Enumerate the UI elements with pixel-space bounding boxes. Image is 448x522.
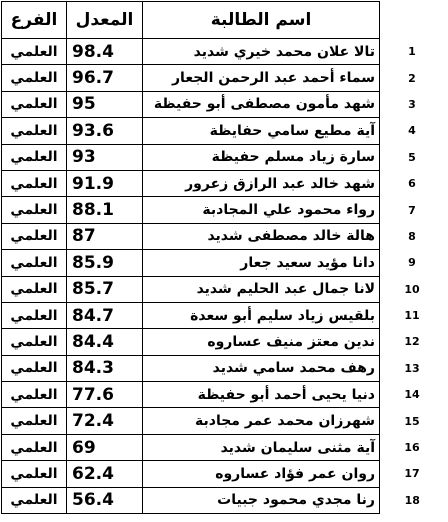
student-name-cell: شهد خالد عبد الرازق زعرور	[143, 170, 380, 196]
row-number-cell: 8	[408, 229, 416, 243]
average-cell: 96.7	[67, 65, 143, 91]
table-row	[2, 355, 445, 381]
row-number-cell: 1	[408, 45, 416, 59]
table-row	[2, 223, 445, 249]
header-branch: الفرع	[2, 2, 67, 39]
row-number-cell: 5	[408, 150, 416, 164]
table-row	[2, 197, 445, 223]
student-name-cell: لانا جمال عبد الحليم شديد	[143, 276, 380, 302]
row-number-cell: 2	[408, 71, 416, 85]
student-name-cell: شهد مأمون مصطفى أبو حفيظة	[143, 91, 380, 117]
table-row	[2, 250, 445, 276]
table-row	[2, 329, 445, 355]
average-cell: 85.7	[67, 276, 143, 302]
header-number	[380, 2, 445, 39]
average-cell: 87	[67, 223, 143, 249]
table-row	[2, 302, 445, 328]
row-number-cell: 11	[404, 309, 420, 323]
student-name-cell: آية مثنى سليمان شديد	[143, 434, 380, 460]
table-row	[2, 118, 445, 144]
student-name-cell: رنا مجدي محمود جبيات	[143, 487, 380, 513]
student-name-cell: دنيا يحيى أحمد أبو حفيظة	[143, 382, 380, 408]
student-name-cell: ندين معتز منيف عساروه	[143, 329, 380, 355]
branch-cell: العلمي	[2, 434, 67, 460]
table-row	[2, 434, 445, 460]
branch-cell: العلمي	[2, 461, 67, 487]
row-number-cell: 7	[408, 203, 416, 217]
student-name-cell: بلقيس زياد سليم أبو سعدة	[143, 302, 380, 328]
average-cell: 84.7	[67, 302, 143, 328]
branch-cell: العلمي	[2, 276, 67, 302]
table-row	[2, 487, 445, 513]
average-cell: 88.1	[67, 197, 143, 223]
row-number-cell: 4	[408, 124, 416, 138]
branch-cell: العلمي	[2, 302, 67, 328]
branch-cell: العلمي	[2, 329, 67, 355]
branch-cell: العلمي	[2, 118, 67, 144]
average-cell: 72.4	[67, 408, 143, 434]
row-number-cell: 13	[404, 361, 420, 375]
student-name-cell: دانا مؤيد سعيد جعار	[143, 250, 380, 276]
student-name-cell: شهرزان محمد عمر مجادبة	[143, 408, 380, 434]
branch-cell: العلمي	[2, 39, 67, 65]
branch-cell: العلمي	[2, 197, 67, 223]
row-number-cell: 16	[404, 441, 420, 455]
student-name-cell: رواء محمود علي المجادبة	[143, 197, 380, 223]
branch-cell: العلمي	[2, 65, 67, 91]
student-name-cell: رهف محمد سامي شديد	[143, 355, 380, 381]
table-row	[2, 276, 445, 302]
table-row	[2, 39, 445, 65]
row-number-cell: 6	[408, 177, 416, 191]
table-row	[2, 461, 445, 487]
student-name-cell: تالا علان محمد خيري شديد	[143, 39, 380, 65]
table-row	[2, 144, 445, 170]
average-cell: 93.6	[67, 118, 143, 144]
student-name-cell: سماء أحمد عبد الرحمن الجعار	[143, 65, 380, 91]
row-number-cell: 15	[404, 414, 420, 428]
row-number-cell: 12	[404, 335, 420, 349]
row-number-cell: 9	[408, 256, 416, 270]
average-cell: 85.9	[67, 250, 143, 276]
table-row	[2, 382, 445, 408]
table-row	[2, 65, 445, 91]
header-row	[2, 2, 445, 39]
branch-cell: العلمي	[2, 223, 67, 249]
average-cell: 62.4	[67, 461, 143, 487]
header-average: المعدل	[67, 2, 143, 39]
branch-cell: العلمي	[2, 250, 67, 276]
results-table	[1, 1, 445, 514]
student-name-cell: سارة زياد مسلم حفيظة	[143, 144, 380, 170]
row-number-cell: 3	[408, 97, 416, 111]
branch-cell: العلمي	[2, 382, 67, 408]
branch-cell: العلمي	[2, 355, 67, 381]
average-cell: 84.4	[67, 329, 143, 355]
student-name-cell: هالة خالد مصطفى شديد	[143, 223, 380, 249]
results-table-body	[2, 2, 445, 514]
row-number-cell: 17	[404, 467, 420, 481]
student-name-cell: آية مطيع سامي حفايظة	[143, 118, 380, 144]
row-number-cell: 18	[404, 493, 420, 507]
header-student-name: اسم الطالبة	[143, 2, 380, 39]
average-cell: 98.4	[67, 39, 143, 65]
average-cell: 91.9	[67, 170, 143, 196]
average-cell: 84.3	[67, 355, 143, 381]
branch-cell: العلمي	[2, 170, 67, 196]
average-cell: 93	[67, 144, 143, 170]
table-row	[2, 91, 445, 117]
table-row	[2, 408, 445, 434]
branch-cell: العلمي	[2, 144, 67, 170]
row-number-cell: 14	[404, 388, 420, 402]
branch-cell: العلمي	[2, 91, 67, 117]
branch-cell: العلمي	[2, 408, 67, 434]
table-row	[2, 170, 445, 196]
student-name-cell: روان عمر فؤاد عساروه	[143, 461, 380, 487]
average-cell: 77.6	[67, 382, 143, 408]
branch-cell: العلمي	[2, 487, 67, 513]
average-cell: 95	[67, 91, 143, 117]
average-cell: 69	[67, 434, 143, 460]
average-cell: 56.4	[67, 487, 143, 513]
row-number-cell: 10	[404, 282, 420, 296]
